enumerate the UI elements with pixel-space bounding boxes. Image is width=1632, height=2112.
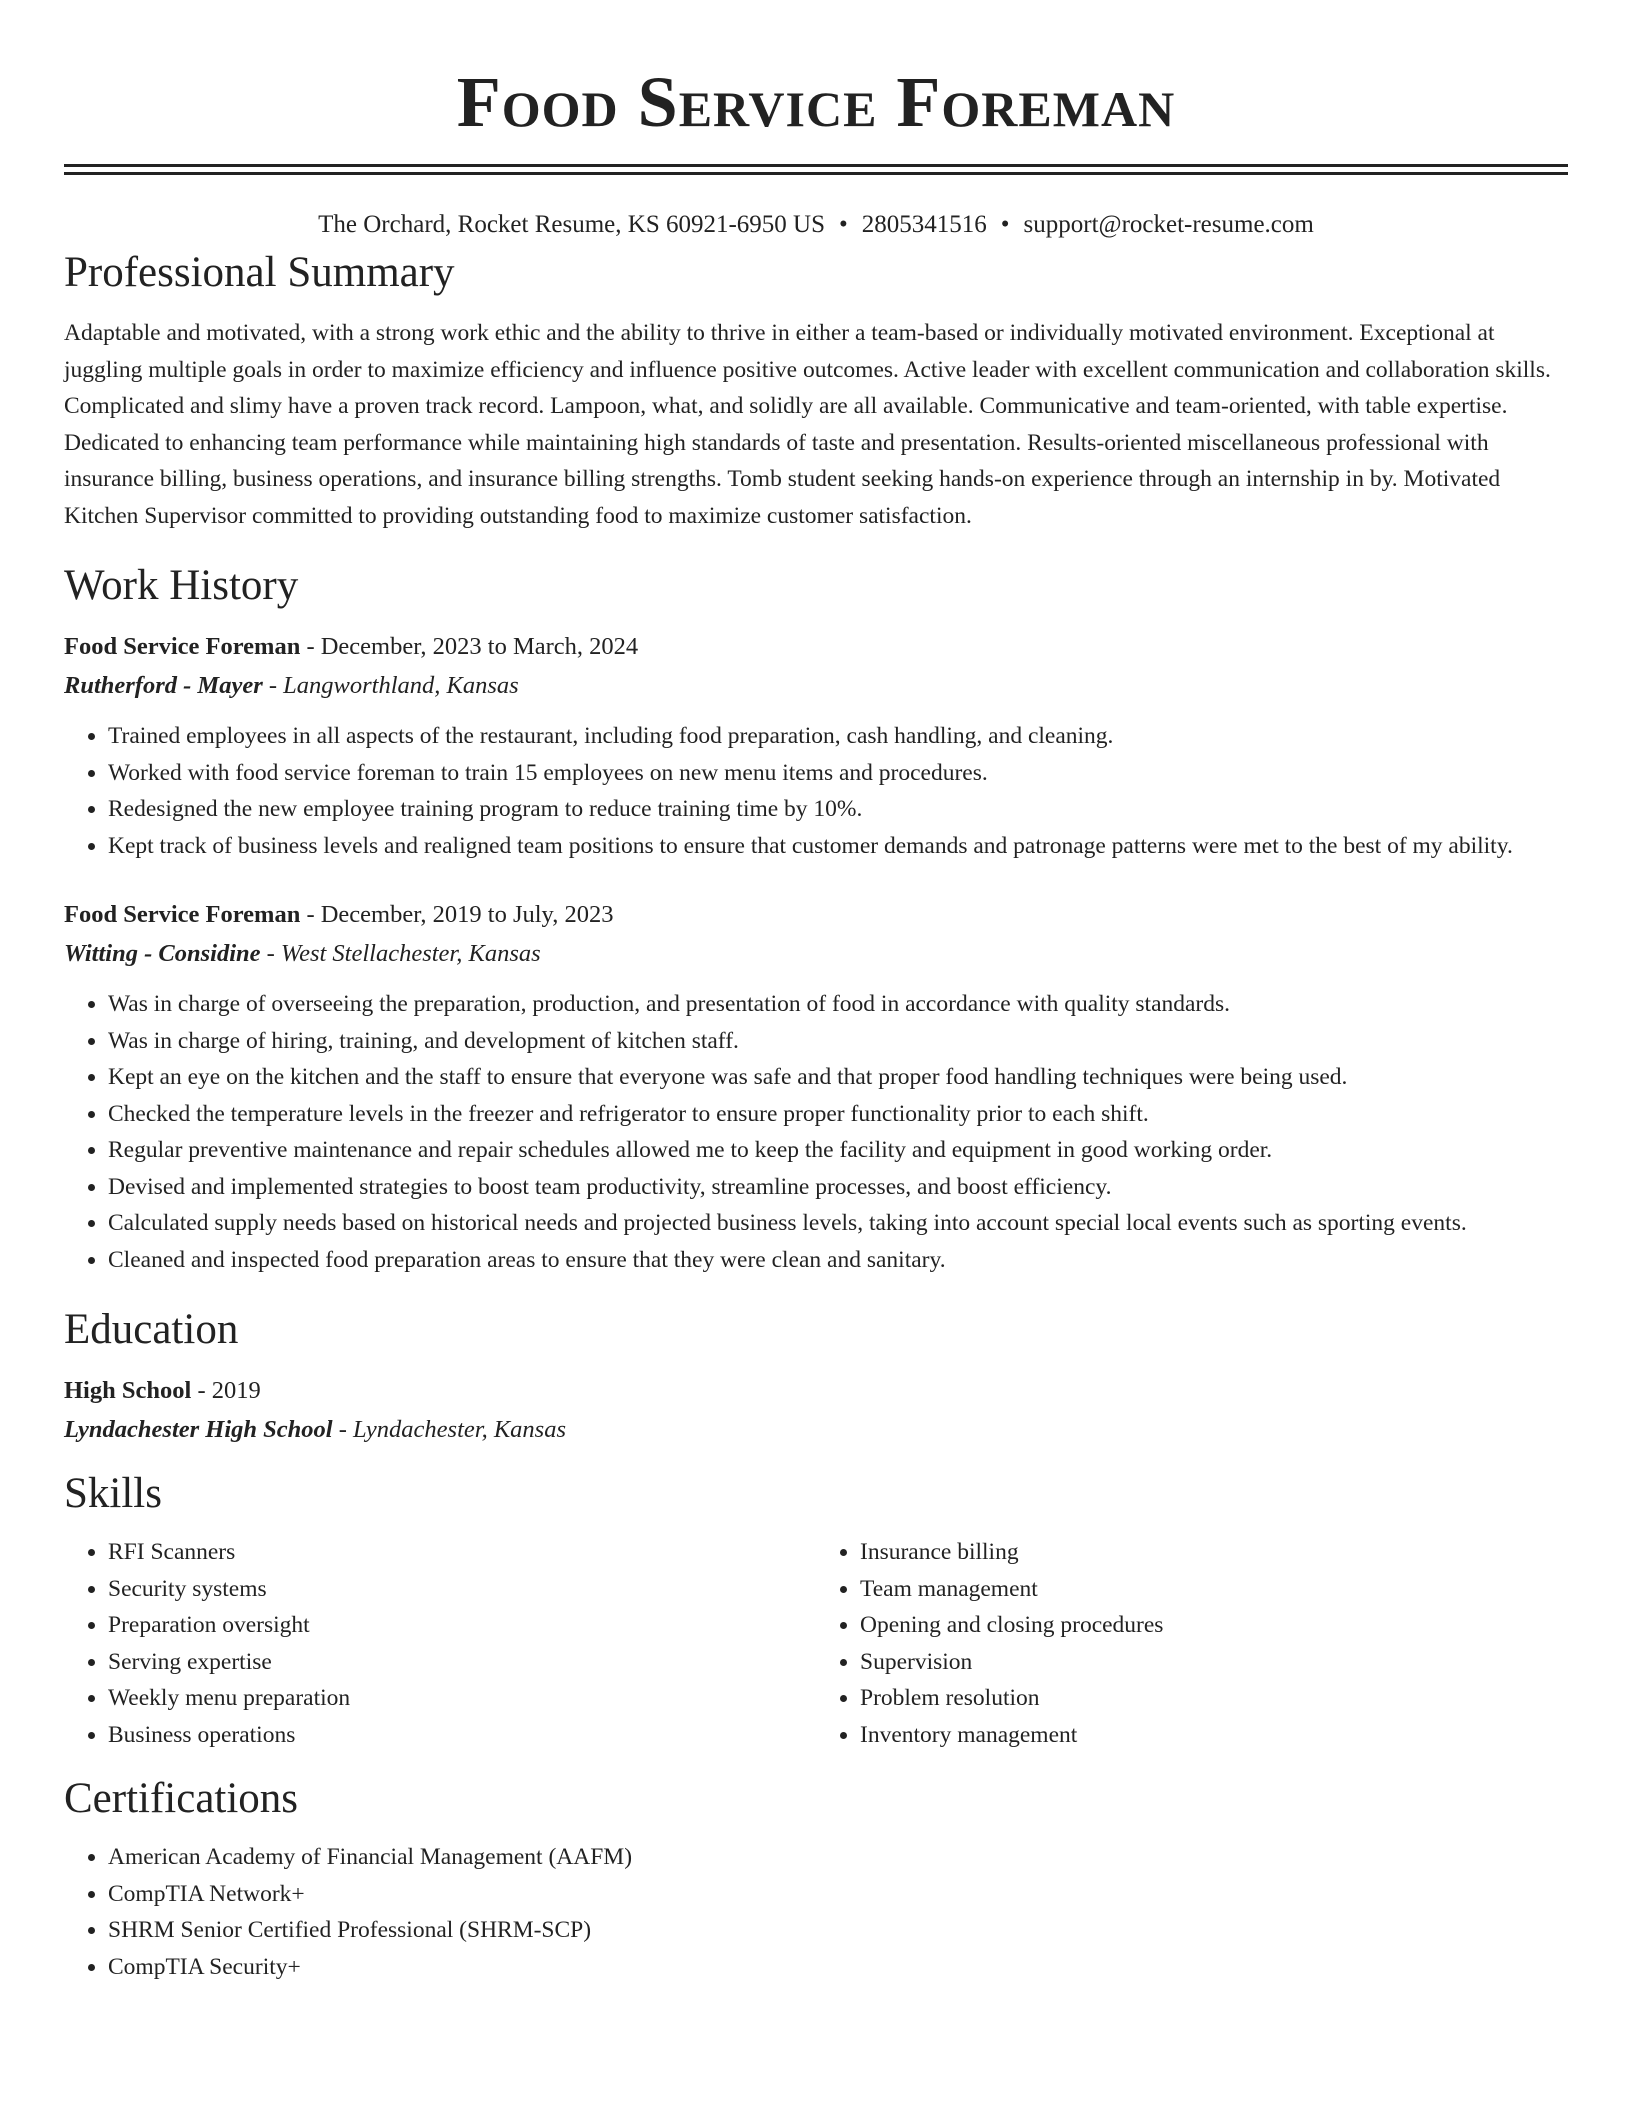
list-item: • Devised and implemented strategies to boost team productivity, streamline processes, and boost efficiency.: [108, 1169, 1568, 1206]
contact-phone: 2805341516: [861, 211, 987, 238]
section-title-certifications: Certifications: [64, 1775, 299, 1822]
job-company-line: [64, 934, 1568, 974]
job-position: Food Service Foreman: [64, 633, 301, 660]
job-bullet-list: [64, 986, 1568, 1278]
skill-item: • Supervision: [860, 1644, 1568, 1681]
list-item: • Cleaned and inspected food preparation areas to ensure that they were clean and sanitary.: [108, 1242, 1568, 1279]
skills-list-right: [816, 1534, 1568, 1753]
section-title-work-history: Work History: [64, 562, 299, 609]
job-bullet-list: [64, 718, 1568, 864]
certification-item: • CompTIA Network+: [108, 1876, 1568, 1913]
education-school-line: [64, 1410, 1568, 1450]
education-year: - 2019: [191, 1377, 261, 1404]
certifications-list: [64, 1839, 1568, 1985]
education-degree: High School: [64, 1377, 192, 1404]
education-degree-line: [64, 1372, 1568, 1410]
list-item: • Was in charge of overseeing the preparation, production, and presentation of food in accordance with quality standards.: [108, 986, 1568, 1023]
section-title-summary: Professional Summary: [64, 249, 455, 296]
education-school: Lyndachester High School: [64, 1416, 333, 1443]
skills-list-left: [64, 1534, 816, 1753]
job-company: Rutherford - Mayer: [64, 672, 263, 699]
job-title-line: [64, 628, 1568, 666]
contact-separator: •: [839, 211, 848, 238]
list-item: • Regular preventive maintenance and repair schedules allowed me to keep the facility and equipment in good working order.: [108, 1132, 1568, 1169]
skill-item: • Inventory management: [860, 1717, 1568, 1754]
skill-item: • Insurance billing: [860, 1534, 1568, 1571]
list-item: • Kept an eye on the kitchen and the staff to ensure that everyone was safe and that proper food handling techniques were being used.: [108, 1059, 1568, 1096]
job-company: Witting - Considine: [64, 940, 261, 967]
job-title-line: [64, 896, 1568, 934]
header-divider-thick: [64, 164, 1568, 167]
education-entry: [64, 1372, 1568, 1450]
resume-name: Food Service Foreman: [456, 62, 1176, 142]
list-item: • Trained employees in all aspects of the restaurant, including food preparation, cash handling, and cleaning.: [108, 718, 1568, 755]
education-location: - Lyndachester, Kansas: [332, 1416, 566, 1443]
list-item: • Was in charge of hiring, training, and development of kitchen staff.: [108, 1023, 1568, 1060]
job-entry: [64, 628, 1568, 864]
certification-item: • CompTIA Security+: [108, 1949, 1568, 1986]
job-company-line: [64, 666, 1568, 706]
summary-text: Adaptable and motivated, with a strong work ethic and the ability to thrive in either a team-based or individually motivated environment. Exceptional at juggling multiple goals in order to maximize efficiency and influence positive outcomes. Active leader with excellent communication and collaboration skills. Complicated and slimy have a proven track record. Lampoon, what, and solidly are all available. Communicative and team-oriented, with table expertise. Dedicated to enhancing team performance while maintaining high standards of taste and presentation. Results-oriented miscellaneous professional with insurance billing, business operations, and insurance billing strengths. Tomb student seeking hands-on experience through an internship in by. Motivated Kitchen Supervisor committed to providing outstanding food to maximize customer satisfaction.: [64, 320, 1551, 529]
contact-address: The Orchard, Rocket Resume, KS 60921-6950 US: [318, 211, 826, 238]
skill-item: • Preparation oversight: [108, 1607, 816, 1644]
job-location: - West Stellachester, Kansas: [260, 940, 541, 967]
list-item: • Worked with food service foreman to train 15 employees on new menu items and procedures.: [108, 755, 1568, 792]
job-location: - Langworthland, Kansas: [262, 672, 519, 699]
certification-item: • American Academy of Financial Management (AAFM): [108, 1839, 1568, 1876]
certification-item: • SHRM Senior Certified Professional (SHRM-SCP): [108, 1912, 1568, 1949]
skill-item: • Weekly menu preparation: [108, 1680, 816, 1717]
skill-item: • Business operations: [108, 1717, 816, 1754]
contact-separator: •: [1000, 211, 1010, 238]
skill-item: • Problem resolution: [860, 1680, 1568, 1717]
list-item: • Kept track of business levels and realigned team positions to ensure that customer demands and patronage patterns were met to the best of my ability.: [108, 828, 1568, 865]
job-dates: - December, 2019 to July, 2023: [300, 901, 614, 928]
header-divider-thin: [64, 172, 1568, 175]
skill-item: • Security systems: [108, 1571, 816, 1608]
job-entry: [64, 896, 1568, 1278]
job-dates: - December, 2023 to March, 2024: [300, 633, 639, 660]
list-item: • Checked the temperature levels in the freezer and refrigerator to ensure proper functionality prior to each shift.: [108, 1096, 1568, 1133]
skill-item: • RFI Scanners: [108, 1534, 816, 1571]
contact-line: [64, 207, 1568, 243]
section-title-skills: Skills: [64, 1470, 162, 1517]
skills-columns: [64, 1534, 1568, 1753]
list-item: • Calculated supply needs based on historical needs and projected business levels, taking into account special local events such as sporting events.: [108, 1205, 1568, 1242]
list-item: • Redesigned the new employee training program to reduce training time by 10%.: [108, 791, 1568, 828]
skill-item: • Opening and closing procedures: [860, 1607, 1568, 1644]
job-position: Food Service Foreman: [64, 901, 301, 928]
contact-email: support@rocket-resume.com: [1023, 211, 1314, 238]
section-title-education: Education: [64, 1306, 239, 1353]
skill-item: • Team management: [860, 1571, 1568, 1608]
skill-item: • Serving expertise: [108, 1644, 816, 1681]
